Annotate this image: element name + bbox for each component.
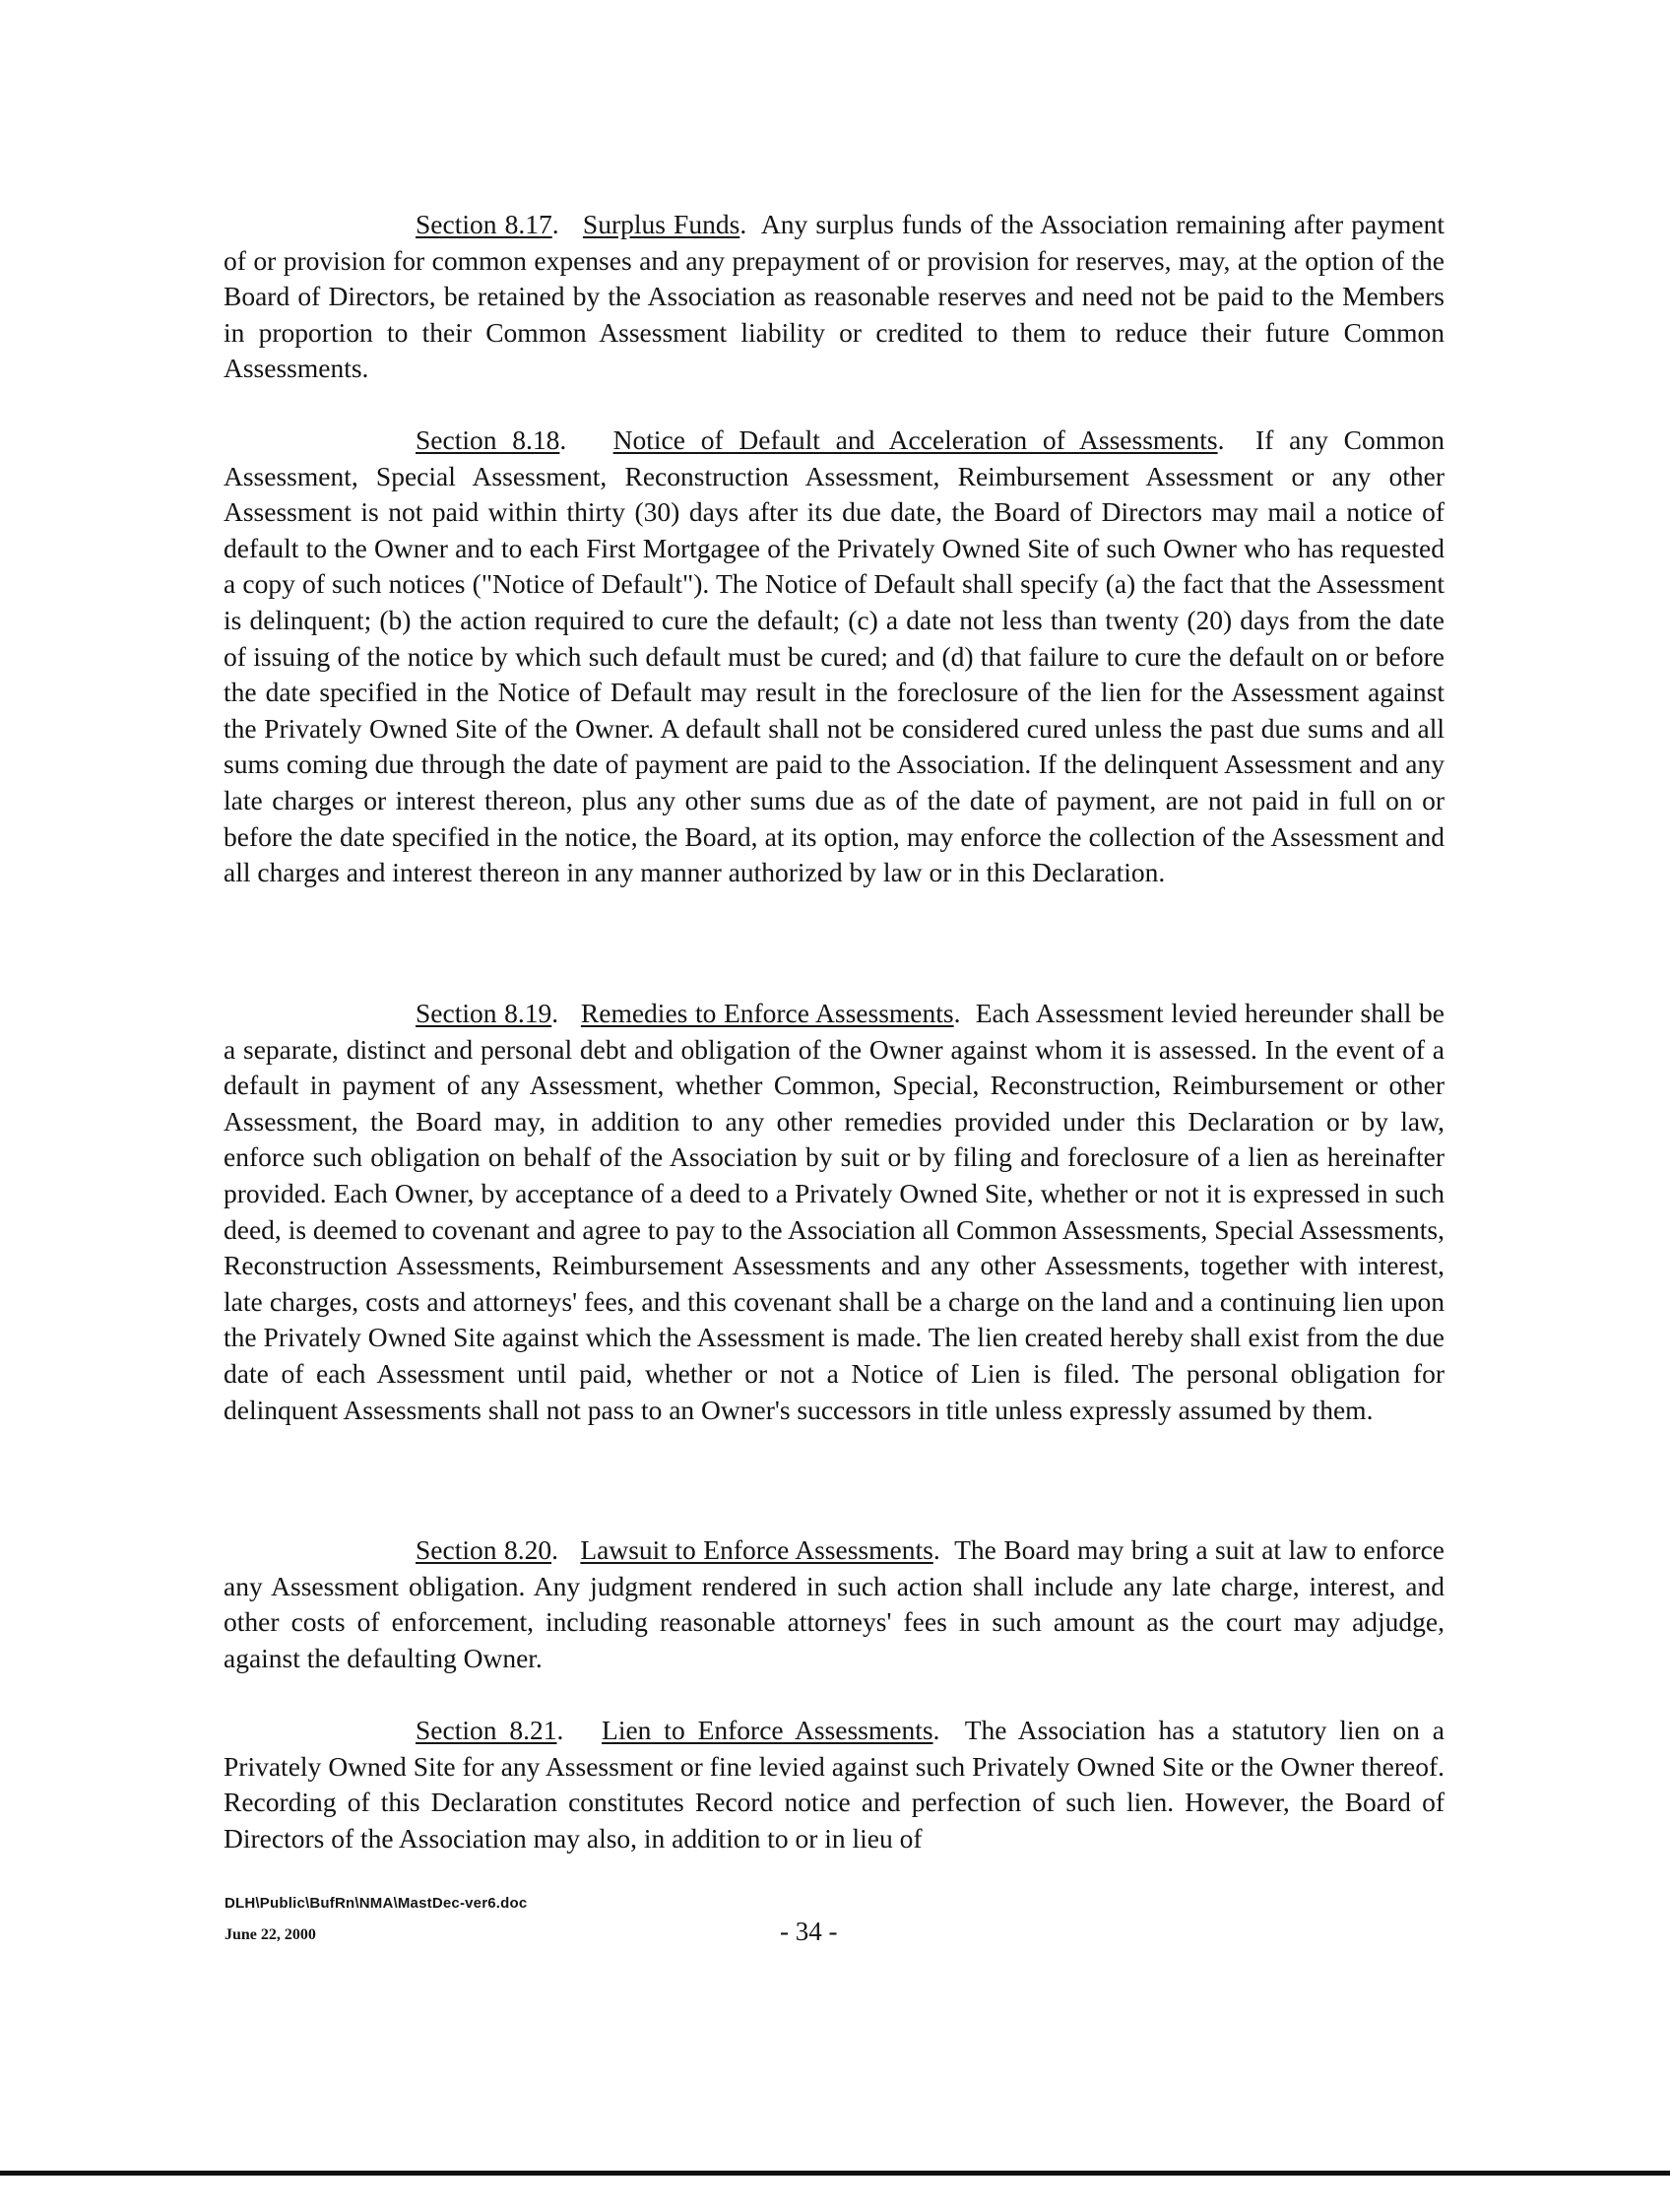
- section-title: Notice of Default and Acceleration of Assessments: [612, 424, 1218, 455]
- section-body: The Board may bring a suit at law to enforce any Assessment obligation. Any judgment rendered in such action shall include any late charge, interest, and other costs of enforcement, including reasonable attorneys' fees in such amount as the court may adjudge, against the defaulting Owner.: [224, 1534, 1445, 1673]
- section-8-20: Section 8.20. Lawsuit to Enforce Assessments. The Board may bring a suit at law to enforce any Assessment obligation. Any judgment rendered in such action shall include any late charge, interest, and other costs of enforcement, including reasonable attorneys' fees in such amount as the court may adjudge, against the defaulting Owner.: [224, 1534, 1445, 1673]
- section-number: Section 8.19: [416, 998, 552, 1028]
- section-body: The Association has a statutory lien on a Privately Owned Site for any Assessment or fine levied against such Privately Owned Site or the Owner thereof. Recording of this Declaration constitutes Record notice and perfection of such lien. However, the Board of Directors of the Association may also, in addition to or in lieu of: [224, 1715, 1445, 1854]
- section-title: Lien to Enforce Assessments: [602, 1715, 933, 1745]
- section-body: Each Assessment levied hereunder shall be a separate, distinct and personal debt and obligation of the Owner against whom it is assessed. In the event of a default in payment of any Assessment, whether Common, Special, Reconstruction, Reimbursement or other Assessment, the Board may, in addition to any other remedies provided under this Declaration or by law, enforce such obligation on behalf of the Association by suit or by filing and foreclosure of a lien as hereinafter provided. Each Owner, by acceptance of a deed to a Privately Owned Site, whether or not it is expressed in such deed, is deemed to covenant and agree to pay to the Association all Common Assessments, Special Assessments, Reconstruction Assessments, Reimbursement Assessments and any other Assessments, together with interest, late charges, costs and attorneys' fees, and this covenant shall be a charge on the land and a continuing lien upon the Privately Owned Site against which the Assessment is made. The lien created hereby shall exist from the due date of each Assessment until paid, whether or not a Notice of Lien is filed. The personal obligation for delinquent Assessments shall not pass to an Owner's successors in title unless expressly assumed by them.: [224, 998, 1445, 1425]
- footer-date: June 22, 2000: [225, 1926, 316, 1943]
- bottom-rule: [0, 2171, 1670, 2176]
- section-title: Lawsuit to Enforce Assessments: [580, 1534, 933, 1565]
- section-number: Section 8.17: [416, 209, 552, 239]
- section-body: If any Common Assessment, Special Assessment, Reconstruction Assessment, Reimbursement Assessment or any other Assessment is not paid within thirty (30) days after its due date, the Board of Directors may mail a notice of default to the Owner and to each First Mortgagee of the Privately Owned Site of such Owner who has requested a copy of such notices ("Notice of Default"). The Notice of Default shall specify (a) the fact that the Assessment is delinquent; (b) the action required to cure the default; (c) a date not less than twenty (20) days from the date of issuing of the notice by which such default must be cured; and (d) that failure to cure the default on or before the date specified in the Notice of Default may result in the foreclosure of the lien for the Assessment against the Privately Owned Site of the Owner. A default shall not be considered cured unless the past due sums and all sums coming due through the date of payment are paid to the Association. If the delinquent Assessment and any late charges or interest thereon, plus any other sums due as of the date of payment, are not paid in full on or before the date specified in the notice, the Board, at its option, may enforce the collection of the Assessment and all charges and interest thereon in any manner authorized by law or in this Declaration.: [224, 424, 1445, 888]
- section-number: Section 8.20: [416, 1534, 552, 1565]
- section-body: Any surplus funds of the Association remaining after payment of or provision for common expenses and any prepayment of or provision for reserves, may, at the option of the Board of Directors, be retained by the Association as reasonable reserves and need not be paid to the Members in proportion to their Common Assessment liability or credited to them to reduce their future Common Assessments.: [224, 209, 1445, 384]
- section-8-18: Section 8.18. Notice of Default and Acceleration of Assessments. If any Common Assessment, Special Assessment, Reconstruction Assessment, Reimbursement Assessment or any other Assessment is not paid within thirty (30) days after its due date, the Board of Directors may mail a notice of default to the Owner and to each First Mortgagee of the Privately Owned Site of such Owner who has requested a copy of such notices ("Notice of Default"). The Notice of Default shall specify (a) the fact that the Assessment is delinquent; (b) the action required to cure the default; (c) a date not less than twenty (20) days from the date of issuing of the notice by which such default must be cured; and (d) that failure to cure the default on or before the date specified in the Notice of Default may result in the foreclosure of the lien for the Assessment against the Privately Owned Site of the Owner. A default shall not be considered cured unless the past due sums and all sums coming due through the date of payment are paid to the Association. If the delinquent Assessment and any late charges or interest thereon, plus any other sums due as of the date of payment, are not paid in full on or before the date specified in the notice, the Board, at its option, may enforce the collection of the Assessment and all charges and interest thereon in any manner authorized by law or in this Declaration.: [224, 424, 1445, 888]
- section-number: Section 8.18: [416, 424, 560, 455]
- page-number: - 34 -: [780, 1917, 838, 1946]
- section-8-19: Section 8.19. Remedies to Enforce Assessments. Each Assessment levied hereunder shall be a separate, distinct and personal debt and obligation of the Owner against whom it is assessed. In the event of a default in payment of any Assessment, whether Common, Special, Reconstruction, Reimbursement or other Assessment, the Board may, in addition to any other remedies provided under this Declaration or by law, enforce such obligation on behalf of the Association by suit or by filing and foreclosure of a lien as hereinafter provided. Each Owner, by acceptance of a deed to a Privately Owned Site, whether or not it is expressed in such deed, is deemed to covenant and agree to pay to the Association all Common Assessments, Special Assessments, Reconstruction Assessments, Reimbursement Assessments and any other Assessments, together with interest, late charges, costs and attorneys' fees, and this covenant shall be a charge on the land and a continuing lien upon the Privately Owned Site against which the Assessment is made. The lien created hereby shall exist from the due date of each Assessment until paid, whether or not a Notice of Lien is filed. The personal obligation for delinquent Assessments shall not pass to an Owner's successors in title unless expressly assumed by them.: [224, 998, 1445, 1425]
- section-8-21: Section 8.21. Lien to Enforce Assessments. The Association has a statutory lien on a Privately Owned Site for any Assessment or fine levied against such Privately Owned Site or the Owner thereof. Recording of this Declaration constitutes Record notice and perfection of such lien. However, the Board of Directors of the Association may also, in addition to or in lieu of: [224, 1715, 1445, 1854]
- section-8-17: Section 8.17. Surplus Funds. Any surplus funds of the Association remaining after payment of or provision for common expenses and any prepayment of or provision for reserves, may, at the option of the Board of Directors, be retained by the Association as reasonable reserves and need not be paid to the Members in proportion to their Common Assessment liability or credited to them to reduce their future Common Assessments.: [224, 209, 1445, 384]
- section-title: Remedies to Enforce Assessments: [580, 998, 954, 1028]
- section-title: Surplus Funds: [582, 209, 740, 239]
- footer-file-path: DLH\Public\BufRn\NMA\MastDec-ver6.doc: [225, 1895, 528, 1912]
- section-number: Section 8.21: [416, 1715, 557, 1745]
